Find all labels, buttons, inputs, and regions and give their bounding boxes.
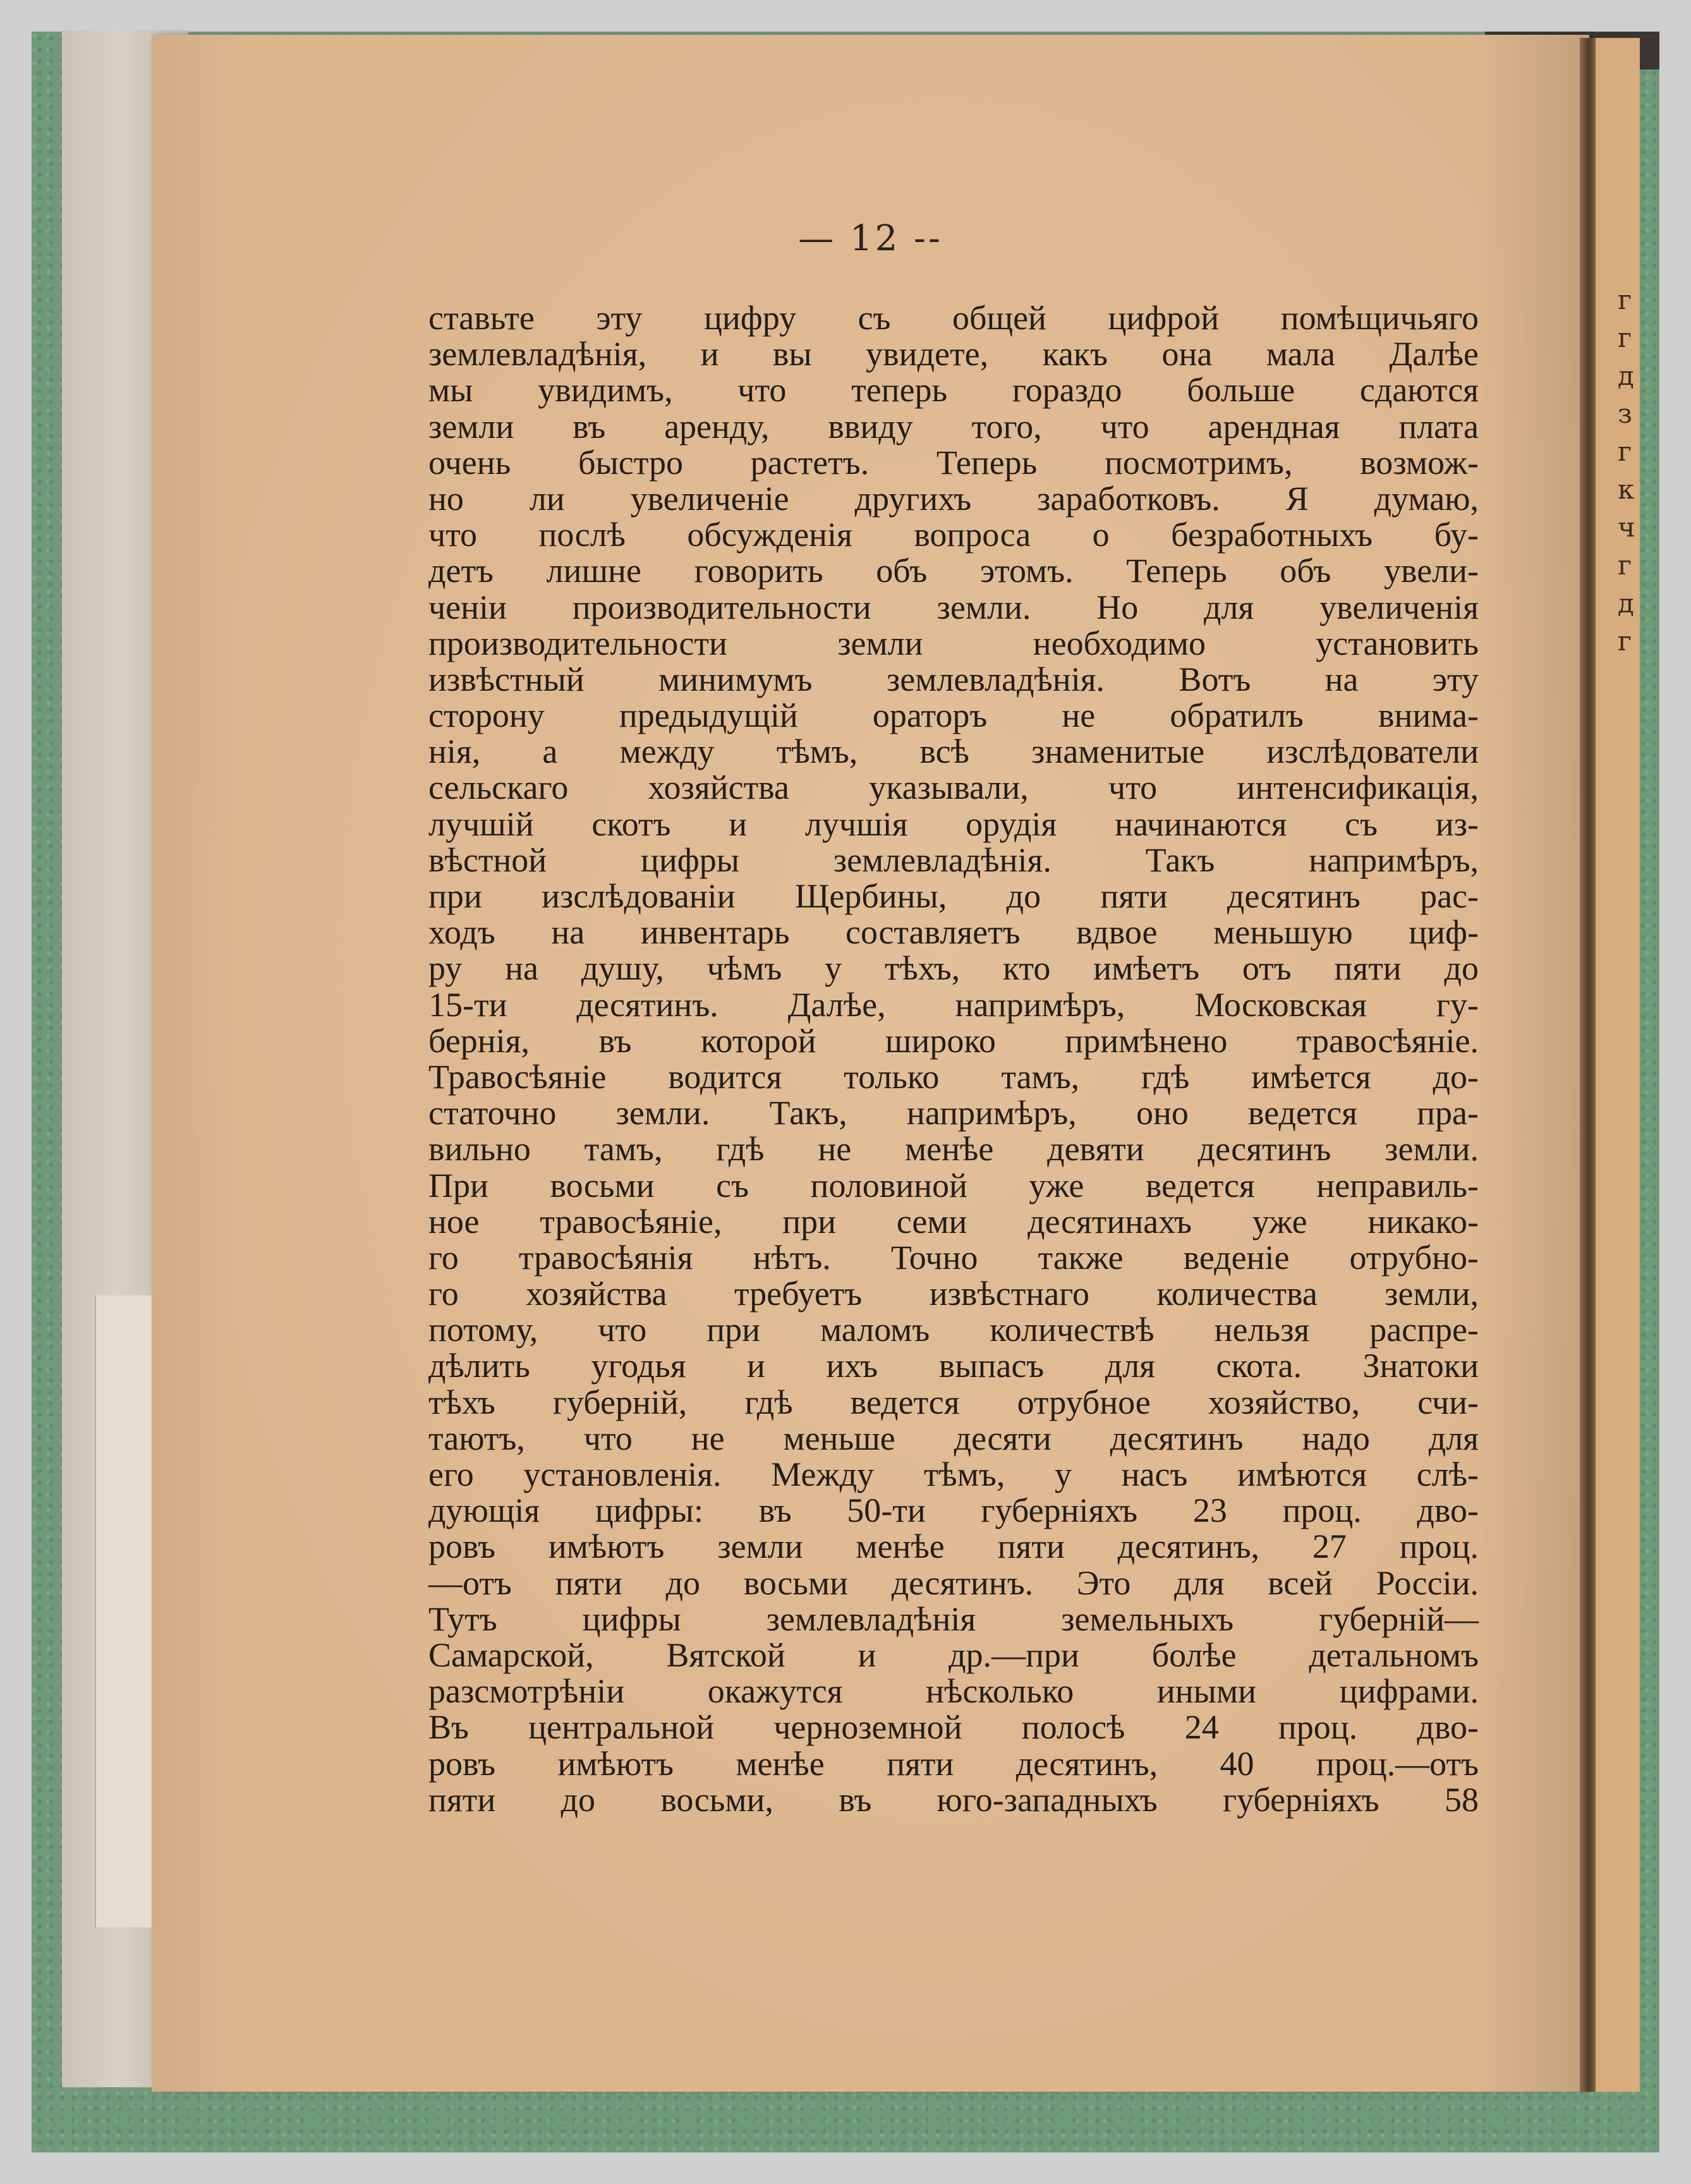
text-line: его установленія. Между тѣмъ, у насъ имѣются слѣ-	[428, 1455, 1479, 1493]
text-line: При восьми съ половиной уже ведется неправиль-	[428, 1166, 1479, 1204]
text-line: мы увидимъ, что теперь гораздо больше сдаются	[428, 371, 1479, 410]
text-line: дѣлить угодья и ихъ выпасъ для скота. Знатоки	[428, 1347, 1479, 1385]
next-page-letter: г	[1618, 284, 1632, 315]
next-page-letter: г	[1618, 626, 1632, 657]
text-line: ставьте эту цифру съ общей цифрой помѣщичьяго	[428, 299, 1479, 337]
text-line: го хозяйства требуетъ извѣстнаго количества земли,	[428, 1275, 1479, 1313]
text-line: разсмотрѣніи окажутся нѣсколько иными цифрами.	[428, 1672, 1479, 1711]
next-page-letter: г	[1618, 550, 1632, 581]
text-line: ное травосѣяніе, при семи десятинахъ уже никако-	[428, 1202, 1479, 1241]
text-line: дующія цифры: въ 50-ти губерніяхъ 23 проц. дво-	[428, 1491, 1479, 1530]
text-line: производительности земли необходимо установить	[428, 624, 1479, 662]
book-gutter	[1580, 38, 1597, 2092]
book-page	[152, 35, 1589, 2092]
text-line: что послѣ обсужденія вопроса о безработныхъ бу-	[428, 516, 1479, 554]
next-page-letter: к	[1618, 474, 1635, 505]
text-line: Травосѣяніе водится только тамъ, гдѣ имѣется до-	[428, 1057, 1479, 1096]
text-line: нія, а между тѣмъ, всѣ знаменитые изслѣдователи	[428, 732, 1479, 771]
text-line: сельскаго хозяйства указывали, что интенсификація,	[428, 768, 1479, 807]
next-page-letter: з	[1618, 398, 1632, 429]
text-line: го травосѣянія нѣтъ. Точно также веденіе отрубно-	[428, 1238, 1479, 1277]
text-line: ровъ имѣютъ менѣе пяти десятинъ, 40 проц.—отъ	[428, 1744, 1479, 1783]
text-line: бернія, въ которой широко примѣнено травосѣяніе.	[428, 1021, 1479, 1060]
next-page-letter: д	[1618, 360, 1634, 391]
next-page-letter: д	[1618, 588, 1634, 619]
next-page-letter: ч	[1618, 512, 1635, 543]
text-line: детъ лишне говорить объ этомъ. Теперь объ увели-	[428, 552, 1479, 590]
text-line: ходъ на инвентарь составляетъ вдвое меньшую циф-	[428, 913, 1479, 952]
text-line: лучшій скотъ и лучшія орудія начинаются съ из-	[428, 804, 1479, 843]
text-line: 15-ти десятинъ. Далѣе, напримѣръ, Московская гу-	[428, 985, 1479, 1024]
text-line: ровъ имѣютъ земли менѣе пяти десятинъ, 27 проц.	[428, 1527, 1479, 1566]
text-line: при изслѣдованіи Щербины, до пяти десятинъ рас-	[428, 877, 1479, 915]
text-line: Въ центральной черноземной полосѣ 24 проц. дво-	[428, 1708, 1479, 1747]
text-line: очень быстро растетъ. Теперь посмотримъ, возмож-	[428, 443, 1479, 482]
text-line: тѣхъ губерній, гдѣ ведется отрубное хозяйство, счи-	[428, 1383, 1479, 1421]
text-line: —отъ пяти до восьми десятинъ. Это для всей Россіи.	[428, 1563, 1479, 1602]
text-line: но ли увеличеніе другихъ заработковъ. Я думаю,	[428, 479, 1479, 518]
text-line: пяти до восьми, въ юго-западныхъ губерніяхъ 58	[428, 1780, 1479, 1819]
text-line: ру на душу, чѣмъ у тѣхъ, кто имѣетъ отъ пяти до	[428, 949, 1479, 988]
text-line: извѣстный минимумъ землевладѣнія. Вотъ на эту	[428, 660, 1479, 698]
text-line: землевладѣнія, и вы увидете, какъ она мала Далѣе	[428, 335, 1479, 373]
text-line: земли въ аренду, ввиду того, что арендная плата	[428, 407, 1479, 446]
text-line: Тутъ цифры землевладѣнія земельныхъ губерній—	[428, 1599, 1479, 1638]
next-page-letter: г	[1618, 322, 1632, 353]
body-text	[428, 300, 1479, 1818]
text-line: ченіи производительности земли. Но для увеличенія	[428, 588, 1479, 626]
text-line: вильно тамъ, гдѣ не менѣе девяти десятинъ земли.	[428, 1130, 1479, 1168]
text-line: Самарской, Вятской и др.—при болѣе детальномъ	[428, 1635, 1479, 1674]
text-line: вѣстной цифры землевладѣнія. Такъ напримѣръ,	[428, 840, 1479, 879]
text-line: сторону предыдущій ораторъ не обратилъ внима-	[428, 696, 1479, 735]
page-number: — 12 --	[798, 218, 943, 259]
next-page-letter: г	[1618, 436, 1632, 467]
text-line: потому, что при маломъ количествѣ нельзя распре-	[428, 1311, 1479, 1349]
text-line: таютъ, что не меньше десяти десятинъ надо для	[428, 1419, 1479, 1457]
text-line: статочно земли. Такъ, напримѣръ, оно ведется пра-	[428, 1094, 1479, 1132]
